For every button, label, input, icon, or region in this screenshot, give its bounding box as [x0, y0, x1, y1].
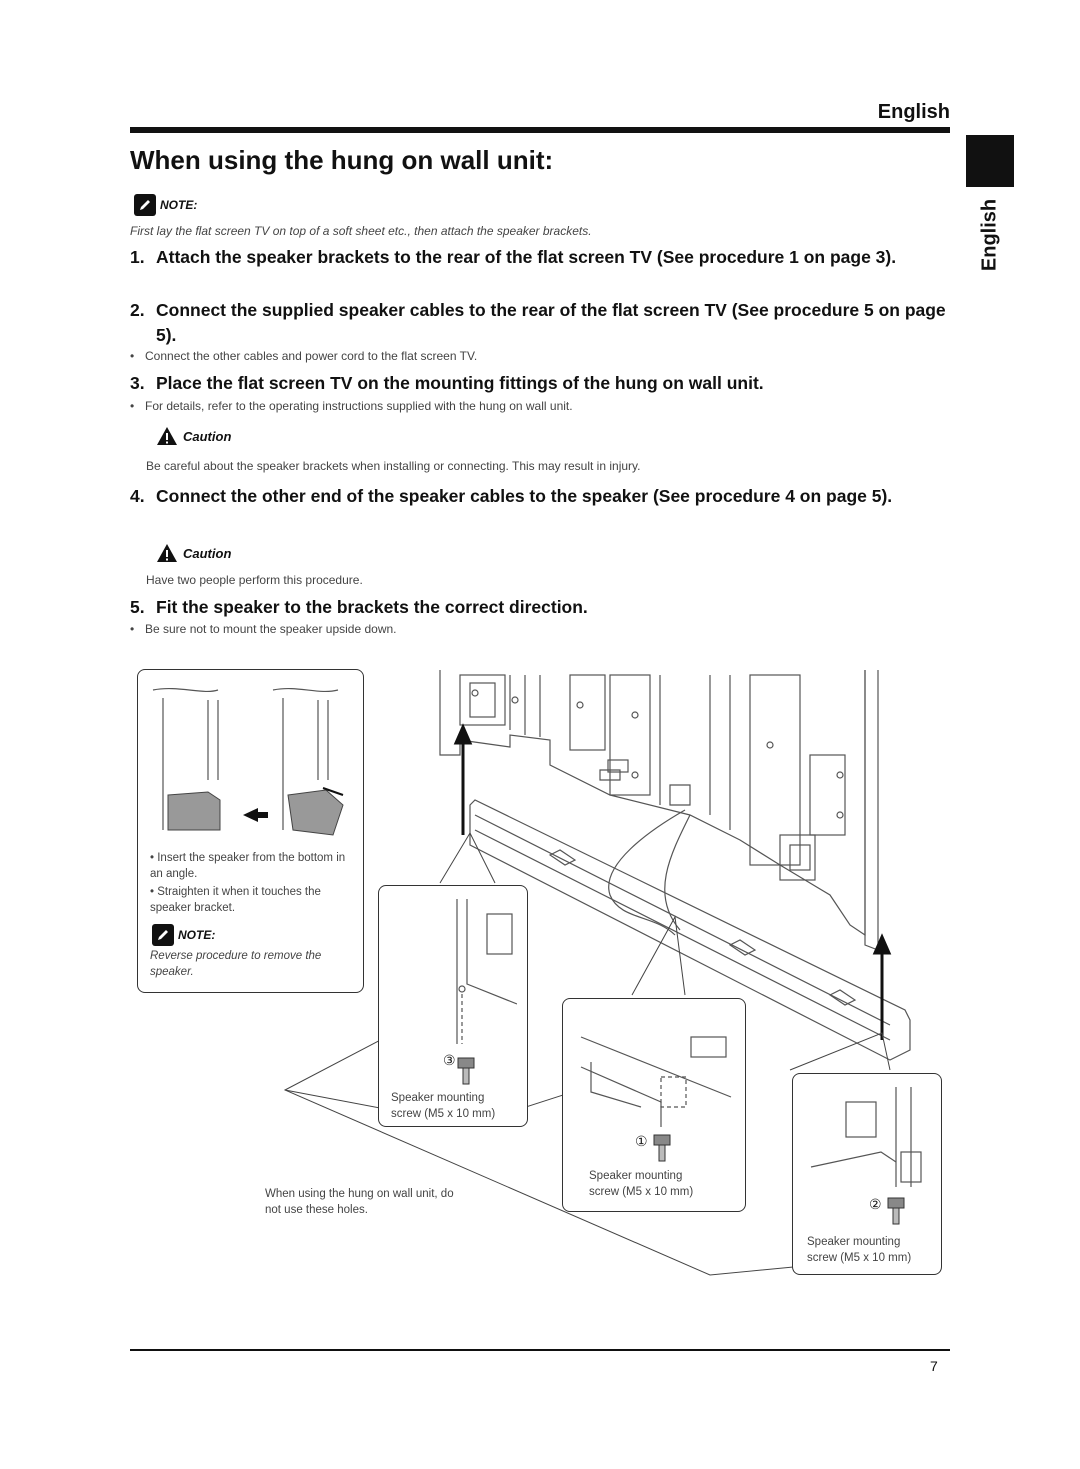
inset-note-text: Reverse procedure to remove the speaker.: [150, 950, 322, 978]
step-3-number: 3.: [130, 373, 145, 393]
page-number: 7: [930, 1358, 938, 1374]
pencil-icon: [134, 194, 156, 216]
inset-bullet-1-text: Insert the speaker from the bottom in an angle.: [150, 852, 346, 880]
caution-label: Caution: [183, 428, 232, 444]
side-language-text: English: [978, 198, 1001, 272]
insertion-sketch: [148, 680, 353, 840]
screw-2-sketch: [801, 1082, 931, 1192]
screw-1-callout: [562, 998, 746, 1212]
step-2-bullet: • Connect the other cables and power cord to the flat screen TV.: [130, 349, 477, 363]
caution-badge-2: [156, 543, 231, 563]
screw-2-label-line-1: Speaker mounting: [807, 1236, 901, 1248]
screw-3-label-line-1: Speaker mounting: [391, 1092, 485, 1104]
screw-icon: [455, 1056, 477, 1086]
inset-bullet-2-text: Straighten it when it touches the speaker bracket.: [150, 886, 321, 914]
insertion-inset: [137, 669, 364, 993]
step-4-number: 4.: [130, 486, 145, 506]
step-1-text: Attach the speaker brackets to the rear of the flat screen TV (See procedure 1 on page 3).: [156, 247, 897, 267]
header-language: English: [877, 101, 950, 123]
header-rule: [130, 127, 950, 133]
caution-label: Caution: [183, 545, 232, 561]
screw-1-label-line-1: Speaker mounting: [589, 1170, 683, 1182]
marker-one: ①: [635, 1133, 648, 1149]
warning-icon: [156, 426, 178, 446]
screw-3-sketch: [387, 894, 517, 1049]
screw-2-callout: [792, 1073, 942, 1275]
step-5-number: 5.: [130, 597, 145, 617]
step-2-number: 2.: [130, 300, 145, 320]
screw-icon: [885, 1196, 907, 1226]
caution-text-2: Have two people perform this procedure.: [146, 573, 363, 587]
step-5-text: Fit the speaker to the brackets the correct direction.: [156, 597, 588, 617]
warning-icon: [156, 543, 178, 563]
intro-note-badge: [134, 194, 197, 216]
note-label: NOTE:: [160, 198, 198, 212]
footer-rule: [130, 1349, 950, 1351]
pencil-icon: [152, 924, 174, 946]
side-tab-marker: [966, 135, 1014, 187]
step-3-bullet: • For details, refer to the operating instructions supplied with the hung on wall unit.: [130, 399, 573, 413]
screw-1-label-line-2: screw (M5 x 10 mm): [589, 1186, 694, 1198]
step-2: [130, 298, 960, 348]
step-4: [130, 484, 960, 509]
inset-note-label: NOTE:: [178, 928, 216, 942]
screw-2-label-line-2: screw (M5 x 10 mm): [807, 1252, 912, 1264]
step-4-text: Connect the other end of the speaker cables to the speaker (See procedure 4 on page 5).: [156, 486, 893, 506]
page-title: When using the hung on wall unit:: [130, 145, 554, 175]
step-3: [130, 371, 960, 396]
inset-bullet-2: • Straighten it when it touches the speaker bracket.: [150, 886, 321, 914]
marker-two: ②: [869, 1196, 882, 1212]
screw-3-callout: [378, 885, 528, 1127]
step-1: [130, 245, 960, 270]
screw-icon: [651, 1133, 673, 1163]
step-2-text: Connect the supplied speaker cables to the rear of the flat screen TV (See procedure 5 on page 5).: [156, 300, 946, 345]
step-1-number: 1.: [130, 247, 145, 267]
screw-3-label-line-2: screw (M5 x 10 mm): [391, 1108, 496, 1120]
holes-warning-label: When using the hung on wall unit, do not use these holes.: [265, 1188, 454, 1216]
intro-note-text: First lay the flat screen TV on top of a soft sheet etc., then attach the speaker brackets.: [130, 224, 592, 238]
caution-text-1: Be careful about the speaker brackets when installing or connecting. This may result in injury.: [146, 459, 641, 473]
caution-badge-1: [156, 426, 231, 446]
screw-1-sketch: [571, 1007, 736, 1137]
inset-bullet-1: • Insert the speaker from the bottom in an angle.: [150, 852, 346, 880]
step-5-bullet: • Be sure not to mount the speaker upside down.: [130, 622, 397, 636]
inset-note-badge: [152, 924, 215, 946]
step-3-text: Place the flat screen TV on the mounting fittings of the hung on wall unit.: [156, 373, 764, 393]
marker-three: ③: [443, 1052, 456, 1068]
step-5: [130, 595, 960, 620]
side-language-label: [966, 190, 1014, 280]
